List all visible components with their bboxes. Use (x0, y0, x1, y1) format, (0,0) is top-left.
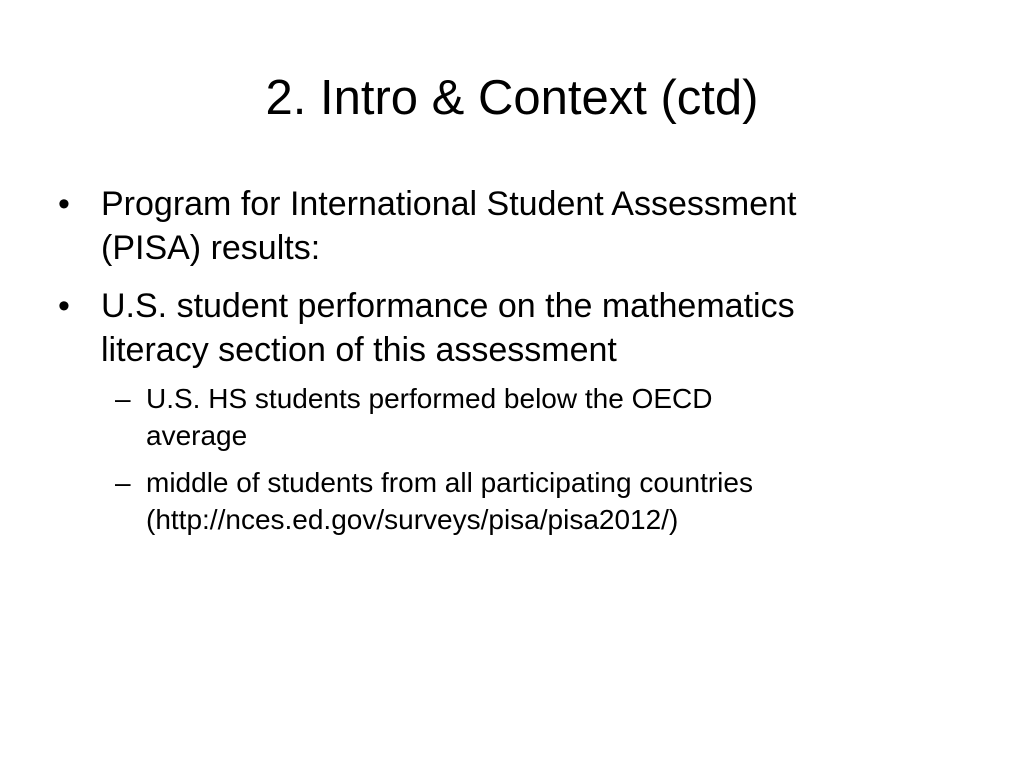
bullet-text-line: Program for International Student Assessment (101, 185, 797, 223)
slide-body (58, 182, 978, 548)
bullet-text-line: literacy section of this assessment (101, 331, 617, 369)
sub-bullet-text-line: average (146, 420, 248, 451)
sub-bullet-text-line: middle of students from all participating countries (146, 467, 753, 498)
slide-title: 2. Intro & Context (ctd) (265, 71, 759, 125)
bullet-item (58, 182, 978, 270)
bullet-item (58, 284, 978, 372)
sub-bullet-text-line: (http://nces.ed.gov/surveys/pisa/pisa2012/) (146, 504, 679, 535)
bullet-marker: • (58, 185, 70, 223)
sub-bullet-marker: – (115, 383, 131, 414)
bullet-text-line: U.S. student performance on the mathematics (101, 287, 795, 325)
sub-bullet-item (58, 464, 978, 538)
sub-bullet-item (58, 380, 978, 454)
sub-bullet-marker: – (115, 467, 131, 498)
sub-bullet-text-line: U.S. HS students performed below the OECD (146, 383, 713, 414)
bullet-marker: • (58, 287, 70, 325)
bullet-text-line: (PISA) results: (101, 229, 321, 267)
